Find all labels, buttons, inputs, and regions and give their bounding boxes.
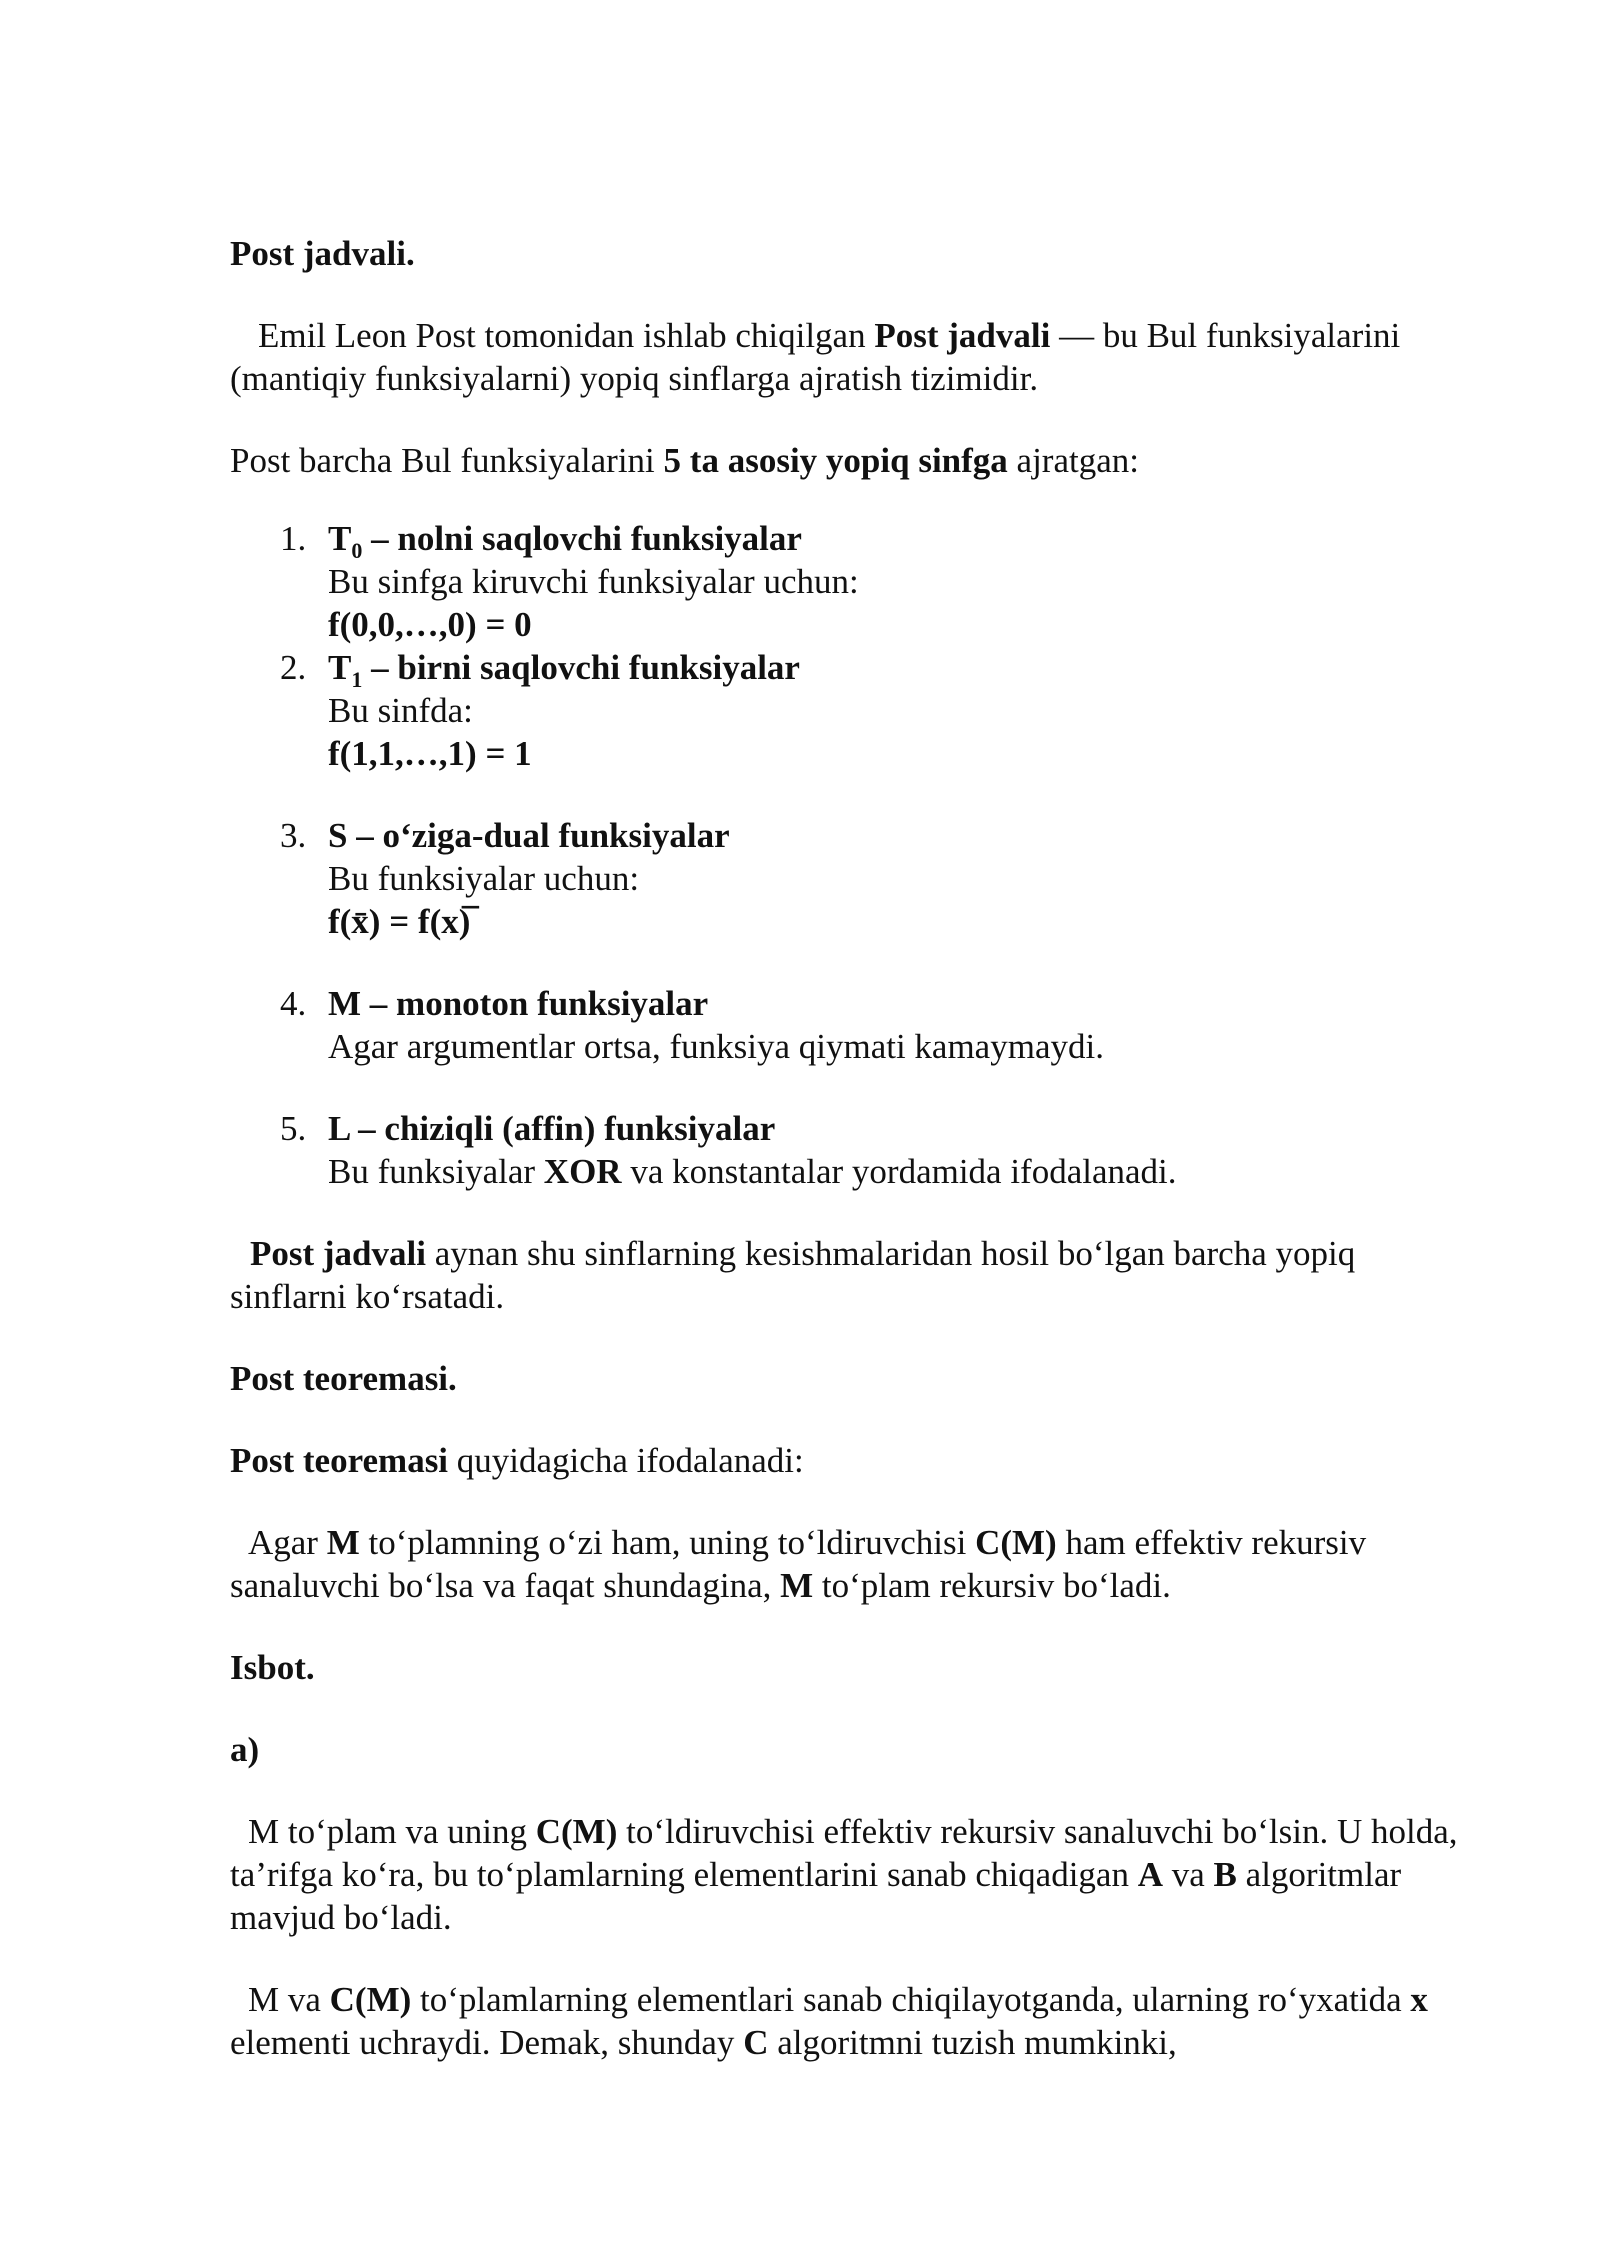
list-number: 5. [280,1109,307,1148]
class-list [230,517,1480,1193]
proof-text: M va [248,1980,330,2019]
proof-bold: C(M) [329,1980,412,2019]
classes-intro-paragraph [230,439,1480,482]
theorem-intro-bold: Post teoremasi [230,1441,449,1480]
class-title: – birni saqlovchi funksiyalar [362,648,800,687]
class-symbol: M [328,984,362,1023]
proof-bold: B [1213,1855,1237,1894]
class-description: Bu funksiyalar uchun: [328,859,640,898]
list-item [230,517,1480,646]
class-symbol: T [328,648,352,687]
proof-text: to‘ldiruvchisi effektiv rekursiv sanaluvchi bo‘lsin. U holda, ta’rifga ko‘ra, bu to‘plamlarning elementlarini sanab chiqadigan [230,1812,1458,1894]
class-formula: f(0,0,…,0) = 0 [328,605,532,644]
list-item [230,1107,1480,1193]
theorem-paragraph [230,1521,1480,1607]
proof-bold: C [743,2023,769,2062]
class-symbol: S [328,816,348,855]
list-item [230,646,1480,775]
intro-text: Emil Leon Post tomonidan ishlab chiqilgan [258,316,875,355]
proof-bold: x [1410,1980,1428,2019]
theorem-bold: M [326,1523,360,1562]
proof-text: elementi uchraydi. Demak, shunday [230,2023,744,2062]
classes-intro-bold: 5 ta asosiy yopiq sinfga [663,441,1008,480]
proof-text: to‘plamlarning elementlari sanab chiqilayotganda, ularning ro‘yxatida [411,1980,1411,2019]
proof-paragraph-2 [230,1978,1480,2064]
theorem-intro-paragraph [230,1439,1480,1482]
class-title: – chiziqli (affin) funksiyalar [349,1109,776,1148]
class-description-bold: XOR [543,1152,622,1191]
summary-text: aynan shu sinflarning kesishmalaridan hosil bo‘lgan barcha yopiq sinflarni ko‘rsatadi. [230,1234,1356,1316]
proof-paragraph-1 [230,1810,1480,1939]
proof-text: algoritmlar mavjud bo‘ladi. [230,1855,1402,1937]
theorem-text: ham effektiv rekursiv sanaluvchi bo‘lsa va faqat shundagina, [230,1523,1367,1605]
summary-bold: Post jadvali [250,1234,426,1273]
list-number: 4. [280,984,307,1023]
theorem-intro-text: quyidagicha ifodalanadi: [448,1441,804,1480]
list-number: 1. [280,519,307,558]
section-title-proof: Isbot. [230,1648,315,1687]
intro-bold: Post jadvali [874,316,1051,355]
class-description-text: Bu funksiyalar [328,1152,544,1191]
class-formula: f(x̄) = f(x)̅ [328,902,471,941]
class-subscript: 0 [351,538,363,563]
theorem-text: Agar [248,1523,327,1562]
intro-text-end: — bu Bul funksiyalarini (mantiqiy funksiyalarni) yopiq sinflarga ajratish tizimidir. [230,316,1401,398]
intro-paragraph [230,314,1480,400]
list-item [230,814,1480,943]
list-number: 3. [280,816,307,855]
classes-intro-end: ajratgan: [1007,441,1139,480]
theorem-bold: C(M) [975,1523,1057,1562]
class-description: Bu sinfga kiruvchi funksiyalar uchun: [328,562,859,601]
theorem-text: to‘plamning o‘zi ham, uning to‘ldiruvchisi [359,1523,976,1562]
summary-paragraph [230,1232,1480,1318]
class-title: – o‘ziga-dual funksiyalar [347,816,730,855]
section-title-post-table: Post jadvali. [230,234,415,273]
class-description-end: va konstantalar yordamida ifodalanadi. [621,1152,1177,1191]
proof-bold: A [1137,1855,1163,1894]
proof-bold: C(M) [535,1812,618,1851]
proof-text: va [1163,1855,1214,1894]
proof-text: algoritmni tuzish mumkinki, [768,2023,1177,2062]
class-symbol: T [328,519,352,558]
list-number: 2. [280,648,307,687]
class-description: Agar argumentlar ortsa, funksiya qiymati kamaymaydi. [328,1027,1104,1066]
class-description [328,1150,1480,1193]
class-title: – monoton funksiyalar [361,984,709,1023]
section-title-post-theorem: Post teoremasi. [230,1359,457,1398]
theorem-bold: M [780,1566,814,1605]
class-title: – nolni saqlovchi funksiyalar [362,519,802,558]
list-item [230,982,1480,1068]
theorem-text: to‘plam rekursiv bo‘ladi. [813,1566,1171,1605]
class-description: Bu sinfda: [328,691,473,730]
proof-text: M to‘plam va uning [248,1812,536,1851]
proof-part-label: a) [230,1730,260,1769]
class-formula: f(1,1,…,1) = 1 [328,734,532,773]
classes-intro-text: Post barcha Bul funksiyalarini [230,441,664,480]
class-subscript: 1 [351,667,363,692]
class-symbol: L [328,1109,350,1148]
